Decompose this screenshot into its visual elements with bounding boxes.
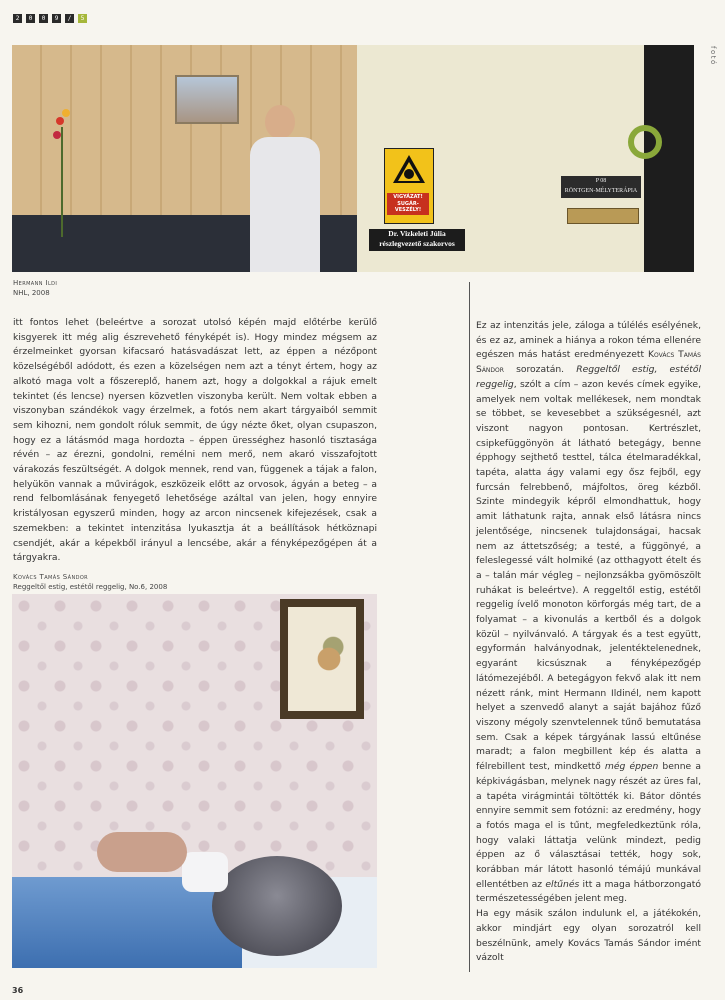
right-paragraph-2: Ha egy másik szálon indulunk el, a játékokén, akkor mindjárt egy olyan sorozatról kell beszélnünk, amely Kovács Tamás Sándor imént vázolt bbox=[476, 908, 701, 964]
caption-author: Kovács Tamás Sándor bbox=[13, 573, 89, 581]
door-frame bbox=[644, 45, 694, 272]
framed-picture bbox=[280, 599, 364, 719]
section-label: fotó bbox=[709, 46, 717, 66]
emphasis: eltűnés bbox=[545, 878, 580, 890]
doctor-nameplate bbox=[369, 229, 465, 251]
header-mark: 9 bbox=[52, 14, 61, 23]
caption-photo-1 bbox=[13, 278, 57, 298]
flower-vase bbox=[52, 107, 72, 237]
photo-bedside bbox=[12, 594, 377, 968]
caption-title: NHL, 2008 bbox=[13, 289, 50, 297]
radiation-icon bbox=[404, 169, 414, 179]
artist-name: Kovács Tamás Sándor bbox=[476, 349, 701, 376]
caption-author: Hermann Ildi bbox=[13, 279, 58, 287]
right-column-text bbox=[476, 319, 701, 966]
header-mark: 0 bbox=[39, 14, 48, 23]
door-wreath bbox=[628, 125, 662, 159]
caption-title: Reggeltől estig, estétől reggelig, No.6, 2008 bbox=[13, 583, 168, 591]
radiation-warning-sign bbox=[384, 148, 434, 224]
text-run: benne a képkivágásban, melynek nagy részét az üres fal, a tapéta virágmintái töltötték ki. Bátor döntés ennyire semmit sem fotózni: az eredmény, hogy a fotós maga el is tűnt, megfeledkeztünk róla, hogy valaki láttatja velünk mindezt, pedig éppen az ő választásai tették, hogy sok, korábban már látott hasonló témájú munkával ellentétben az bbox=[476, 761, 701, 890]
text-run: itt a maga hátborzongató természetességében jelent meg. bbox=[476, 878, 701, 905]
hand bbox=[97, 832, 187, 872]
left-column-text bbox=[13, 316, 377, 566]
header-mark: 2 bbox=[13, 14, 22, 23]
room-plaque bbox=[561, 176, 641, 198]
warning-text: VIGYÁZAT! SUGÁR-VESZÉLY! bbox=[387, 193, 429, 215]
header-marks bbox=[13, 14, 87, 23]
patient-figure bbox=[240, 105, 328, 272]
text-run: Ez az intenzitás jele, záloga a túlélés esélyének, és ez az, aminek a hiánya a rokon téma ellenére egészen más hatást eredményezett bbox=[476, 320, 701, 361]
page-number: 36 bbox=[12, 986, 24, 995]
wall-painting bbox=[175, 75, 239, 124]
text-run: , szólt a cím – azon kevés címek egyike, amelyek nem voltak mellékesek, nem mondtak se többet, se kevesebbet a szükségesnél, azt viszont nagyon pontosan. Kertrészlet, csipkefüggönyön át látható betegágy, benne épphogy sejthető testtel, tálca ételmaradékkal, tapéta, alatta ágy valami egy ősz fejből, egy furcsán felrebbenő, májfoltos, öreg kézből. Szinte mindegyik képről elmondhattuk, hogy amit láthatunk rajta, annak első látásra nincs jelentősége, nincsenek tulajdonságai, hacsak nem az áttetszőség; a testé, a függönyé, a feleslegessé vált holmiké (az otthagyott ételt és a – talán már végleg – nejlonzsákba gyömöszölt ruhákat is beleértve). A reggeltől estig, estétől reggelig ívelő monoton körforgás még tart, de a folyamat – a kivonulás a kertből és a dolgok közül – nyilvánvaló. A tárgyak és a test együtt, egyformán halványodnak, jelentéktelenednek, egyaránt kicsúsznak a fényképezőgép látómezejéből. A betegágyon fekvő alak itt nem nézett ránk, mint Hermann Ildinél, nem kapott helyet a szenvedő alanyt a saját bajához fűző viszony mégoly szenvtelennek tűnő bemutatása sem. Csak a képek tárgyának lassú eltűnése maradt; a falon megbillent kép és alatta a félrebillent test, mindkettő bbox=[476, 378, 701, 773]
left-paragraph: itt fontos lehet (beleértve a sorozat utolsó képén majd előtérbe kerülő kisgyerek itt még alig észrevehető fényképét is). Hogy mindez mégsem az érzelmeinket gyorsan kifacsaró hatásvadászat lett, az éppen a nézőpont közelségéből adódott, és ezen a közelségen nem azt a tényt értem, hogy az alkotó maga volt a főszereplő, hanem azt, hogy a dolgokkal a rájuk emelt tekintet (és lencse) nyersen közvetlen viszonyba került. Nem voltak ebben a viszonyban szándékok vagy érzelmek, a fotós nem akart tárgyaiból semmit sem kihozni, nem gondolt róluk semmit, de úgy nézte őket, olyan csupaszon, hogy ez a látásmód maga hordozta – éppen ürességhez hasonló tisztasága révén – az érezni, gondolni, remélni nem merő, nem akaró visszafojtott várakozás feszültségét. A dolgok mennek, rend van, függenek a tájak a falon, helyükön vannak a művirágok, eszközeik előtt az orvosok, ágyán a beteg – a rend felbomlásának fenyegető lehetősége azáltal van jelen, hogy ennyire kristályosan egyszerű minden, hogy az arcon nincsenek kifejezések, csak a szemekben: a tekintet intenzitása lyukasztja át a beállítások hétköznapi csendjét, akár a képekből irányul a lencsébe, akár a fényképezőgépen át a tárgyakra. bbox=[13, 317, 377, 564]
column-divider bbox=[469, 282, 470, 972]
nameplate-line-1: Dr. Vizkeleti Júlia bbox=[388, 229, 446, 238]
plaque-line-2: RÖNTGEN-MÉLYTERÁPIA bbox=[564, 188, 638, 194]
text-run: sorozatán. bbox=[503, 364, 577, 376]
header-mark: 0 bbox=[26, 14, 35, 23]
series-title: Reggeltől estig, estétől reggelig bbox=[476, 364, 701, 390]
brass-plate bbox=[567, 208, 639, 224]
caption-photo-2 bbox=[13, 572, 167, 592]
emphasis: még éppen bbox=[604, 761, 659, 773]
tissue bbox=[182, 852, 228, 892]
plaque-line-1: P 08 bbox=[595, 178, 607, 184]
right-paragraph-1 bbox=[476, 319, 701, 907]
photo-hospital-corridor bbox=[12, 45, 694, 272]
header-mark: / bbox=[65, 14, 74, 23]
nameplate-line-2: részlegvezető szakorvos bbox=[379, 239, 455, 248]
header-mark-highlight: 5 bbox=[78, 14, 87, 23]
grey-head bbox=[212, 856, 342, 956]
